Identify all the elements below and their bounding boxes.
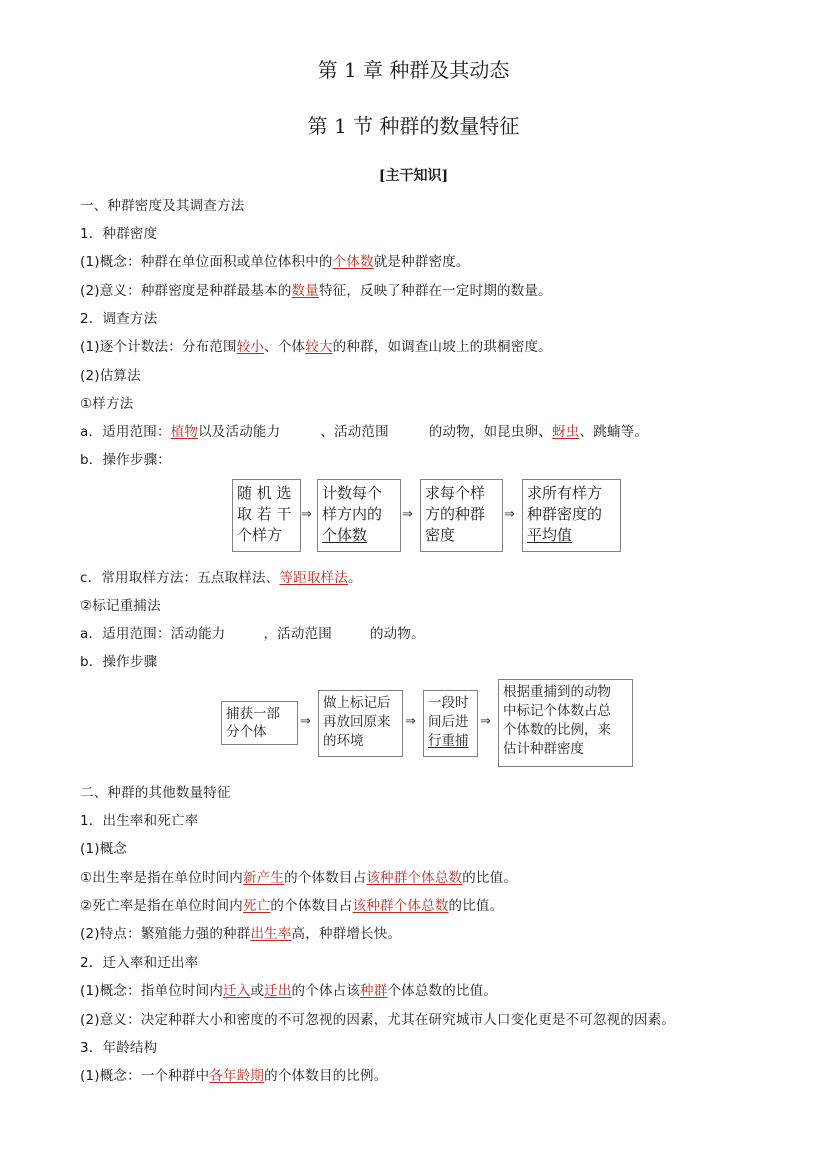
answer-blank: 该种群个体总数 — [352, 898, 449, 914]
answer-blank: 个体数 — [332, 254, 374, 270]
answer-blank: 迁入 — [223, 983, 251, 999]
answer-blank: 出生率 — [250, 926, 292, 942]
birth-death-title: 1．出生率和死亡率 — [80, 813, 199, 829]
flow2-arrow: ⇒ — [480, 714, 491, 729]
answer-blank: 数量 — [291, 283, 319, 299]
flow2-step-4: 根据重捕到的动物 中标记个体数占总 个体数的比例，来 估计种群密度 — [498, 679, 633, 767]
migration-concept: (1)概念：指单位时间内迁入或迁出的个体占该种群个体总数的比值。 — [80, 983, 498, 999]
density-title: 1．种群密度 — [80, 226, 158, 242]
density-concept: (1)概念：种群在单位面积或单位体积中的个体数就是种群密度。 — [80, 254, 470, 270]
flow1-arrow: ⇒ — [402, 507, 413, 522]
death-rate-definition: ②死亡率是指在单位时间内死亡的个体数目占该种群个体总数的比值。 — [80, 898, 504, 914]
section-title: 第 1 节 种群的数量特征 — [307, 114, 520, 138]
section-2-title: 二、种群的其他数量特征 — [80, 785, 231, 801]
survey-methods-title: 2．调查方法 — [80, 311, 158, 327]
flow2-arrow: ⇒ — [300, 714, 311, 729]
flow1-arrow: ⇒ — [301, 507, 312, 522]
flow2-step-2: 做上标记后 再放回原来 的环境 — [318, 690, 403, 757]
flow1-step-4: 求所有样方 种群密度的 平均值 — [522, 479, 621, 552]
mark-recapture-scope: a．适用范围：活动能力 ，活动范围 的动物。 — [80, 626, 425, 642]
chapter-title: 第 1 章 种群及其动态 — [317, 58, 510, 82]
sampling-methods: c．常用取样方法：五点取样法、等距取样法。 — [80, 570, 362, 586]
quadrat-steps-label: b．操作步骤： — [80, 452, 171, 468]
answer-blank: 等距取样法 — [279, 570, 348, 586]
answer-blank: 迁出 — [264, 983, 292, 999]
answer-blank: 新产生 — [243, 870, 285, 886]
mark-recapture-title: ②标记重捕法 — [80, 598, 161, 614]
flow1-arrow: ⇒ — [504, 507, 515, 522]
flow1-step-1: 随 机 选 取 若 干 个样方 — [232, 479, 301, 552]
answer-blank: 种群 — [360, 983, 388, 999]
migration-title: 2．迁入率和迁出率 — [80, 955, 199, 971]
flow2-step-1: 捕获一部 分个体 — [221, 701, 298, 745]
birth-death-concept-label: (1)概念 — [80, 841, 128, 857]
answer-blank: 该种群个体总数 — [366, 870, 463, 886]
answer-blank: 植物 — [170, 424, 199, 440]
density-meaning: (2)意义：种群密度是种群最基本的数量特征，反映了种群在一定时期的数量。 — [80, 283, 552, 299]
age-structure-title: 3．年龄结构 — [80, 1040, 158, 1056]
section-1-title: 一、种群密度及其调查方法 — [80, 198, 245, 214]
count-method: (1)逐个计数法：分布范围较小、个体较大的种群，如调查山坡上的珙桐密度。 — [80, 339, 552, 355]
quadrat-scope: a．适用范围：植物以及活动能力 、活动范围 的动物，如昆虫卵、蚜虫、跳蝻等。 — [80, 424, 649, 440]
birth-rate-feature: (2)特点：繁殖能力强的种群出生率高，种群增长快。 — [80, 926, 402, 942]
flow1-step-2: 计数每个 样方内的 个体数 — [317, 479, 401, 552]
flow1-step-3: 求每个样 方的种群 密度 — [420, 479, 503, 552]
answer-blank: 蚜虫 — [552, 424, 580, 440]
answer-blank: 较大 — [305, 339, 333, 355]
birth-rate-definition: ①出生率是指在单位时间内新产生的个体数目占该种群个体总数的比值。 — [80, 870, 518, 886]
estimate-method: (2)估算法 — [80, 368, 141, 384]
subtitle: [主干知识] — [378, 168, 449, 184]
flow2-step-3: 一段时 间后进 行重捕 — [423, 690, 478, 757]
answer-blank: 各年龄期 — [209, 1068, 265, 1084]
age-structure-concept: (1)概念：一个种群中各年龄期的个体数目的比例。 — [80, 1068, 388, 1084]
migration-meaning: (2)意义：决定种群大小和密度的不可忽视的因素，尤其在研究城市人口变化更是不可忽视的因素。 — [80, 1012, 676, 1028]
answer-blank: 较小 — [236, 339, 265, 355]
answer-blank: 死亡 — [243, 898, 271, 914]
mark-recapture-steps-label: b．操作步骤 — [80, 654, 158, 670]
quadrat-method-title: ①样方法 — [80, 396, 134, 412]
flow2-arrow: ⇒ — [405, 714, 416, 729]
